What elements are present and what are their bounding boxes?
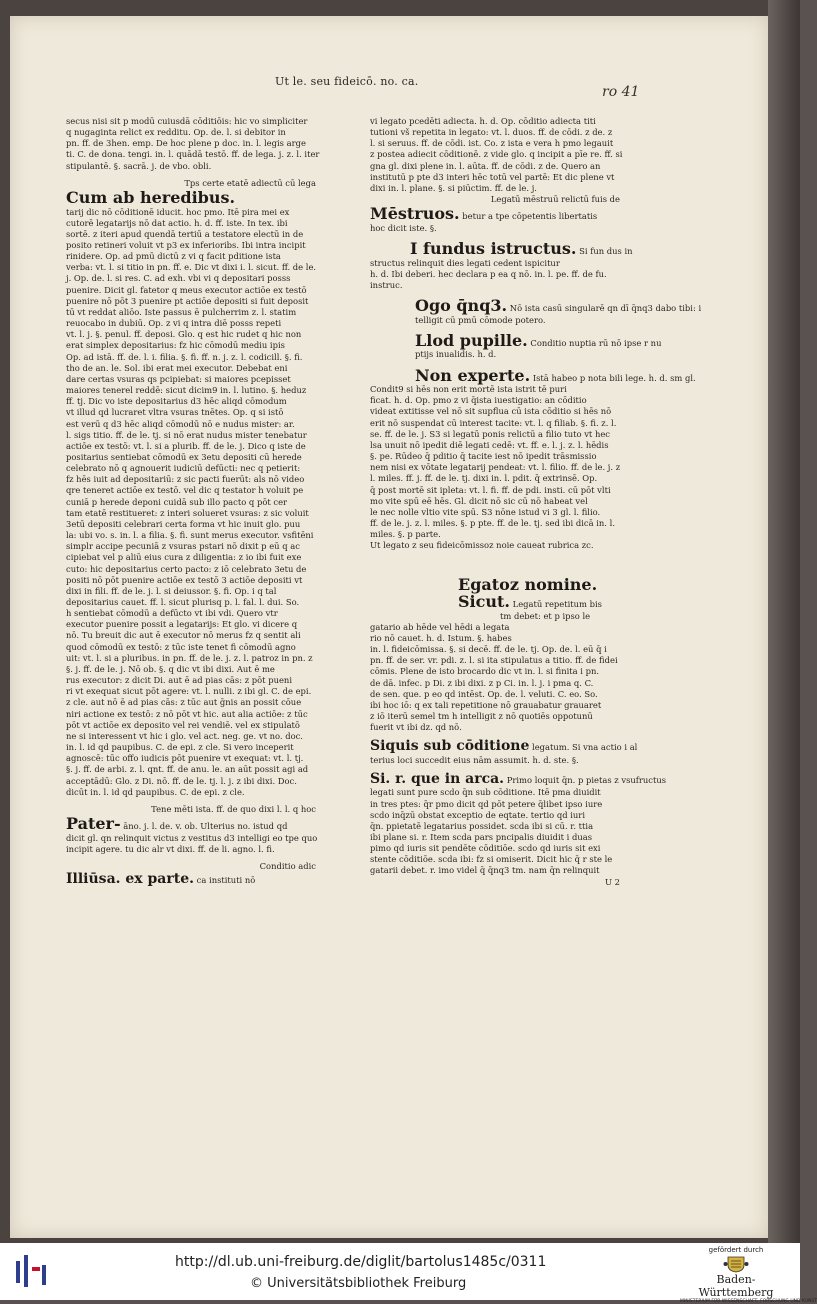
text-line: posito retineri voluit vt p3 ex inferioribs. Ibi intra incipit [66,240,306,250]
text-line: dicit gl. qn relinquit victus z vestitus d3 intelligi eo tpe quo [66,832,318,843]
rubric-3-pre: Conditio adic [259,860,316,871]
text-line: ne si interessent vt hic i glo. vel act. neg. ge. vt no. doc. [66,730,303,741]
folio-number: ro 41 [602,84,640,100]
text-line: tū vt reddat aliōo. Iste passus ē pulcherrim z. l. statim [66,306,297,317]
copyright-text: © Universitätsbibliothek Freiburg [250,1276,467,1291]
right-lines-i [370,787,620,876]
text-line: l. sigs titio. ff. de le. tj. si nō erat nudus mister tenebatur [66,429,307,440]
text-line: le nec nolle vltio vite spū. S3 nōne istud vi 3 gl. l. filio. [370,506,601,517]
text-line: j. Op. de. l. si res. C. ad exh. vbi vi q depositari posss [66,273,291,284]
text-line: stipulantē. §. sacrā. j. de vbo. obli. [66,160,212,171]
text-line: tho de an. le. Sol. ibi erat mei executor. Debebat eni [66,362,288,373]
text-line: pōt vt actiōe ex deposito vel rei vendiē. vel ex stipulatō [66,719,300,730]
text-line: pn. ff. de 3hen. emp. De hoc plene p doc. in. l. legis arge [66,138,306,149]
text-line: acceptādū: Glo. z Di. nō. ff. de le. tj. l. j. z ibi dixi. Doc. [66,775,297,786]
text-line: rio nō cauet. h. d. Istum. §. habes [370,633,512,643]
text-line: maiores tenerel reddē: sicut dicim9 in. l. lutino. §. heduz [66,385,307,396]
sponsor-block [680,1246,817,1304]
text-line: executor puenire possit a legatarijs: Et glo. vi dicere q [66,619,298,630]
text-line: positarius sentiebat cōmodū ex 3etu depositi cū herede [66,451,302,462]
rubric-menstruos: Mēstruos. [370,204,460,224]
rubric-4-side: betur a tpe cōpetentis libertatis [462,211,598,222]
catchword: U 2 [604,876,620,887]
rubric-8-side: Istā habeo p nota bili lege. h. d. sm gl. [532,372,696,383]
rubric-siquis-sub-conditione: Siquis sub cōditione [370,738,530,755]
text-line: vt. l. j. §. penul. ff. deposi. Glo. q est hic rudet q hic non [66,329,302,340]
text-line: ptijs inualidis. h. d. [415,349,497,360]
rubric-cum-ab-heredibus: Cum ab heredibus. [66,187,236,207]
text-line: cutorē legatarijs nō dat actio. h. d. ff. iste. In tex. ibi [66,217,288,228]
viewer-footer [0,1243,817,1304]
text-line: in tres ptes: q̄r pmo dicit qd pōt petere q̄libet ipso iure [370,798,603,809]
text-line: stente cōditiōe. scda ibi: fz si omiserit. Dicit hic q̄ r ste le [370,854,613,865]
text-line: q nugaginta relict ex redditu. Op. de. l. si debitor in [66,127,286,138]
text-line: 3etū depositi celebrari certa forma vt hic inuit glo. puu [66,518,301,529]
text-line: ficat. h. d. Op. pmo z vi q̄ista iuestigatio: an cōditio [370,395,587,406]
rubric-11-side: legatum. Si vna actio i al [532,742,638,753]
rubric-pater: Pater- [66,813,121,833]
text-line: institutū p pte d3 interi hēc totū vel partē: Et dic plene vt [370,171,615,182]
text-line: scdo inq̄zū obstat exceptio de eqtate. tertio qd iuri [370,809,585,820]
right-lines-c [370,258,620,291]
text-line: nō. Tu breuit dic aut ē executor nō merus fz q sentit ali [66,630,301,641]
text-line: Op. ad istā. ff. de. l. i. filia. §. fi. ff. n. j. z. l. codicill. §. fi. [66,351,303,362]
right-lines-e [370,349,620,360]
text-line: rus executor: z dicit Di. aut ē ad pias cās: z pōt pueni [66,675,292,686]
coat-of-arms-icon [723,1255,749,1273]
text-line: simplr accipe pecuniā z vsuras pstari nō dixit p eū q ac [66,541,300,552]
text-line: depositarius cauet. ff. l. sicut plurisq p. l. fal. l. dui. So. [66,597,300,607]
text-line: gna gl. dixi plene in. l. aūta. ff. de cōdi. z de. Quero an [370,160,601,171]
text-line: telligit cū pmū cōmode potero. [415,314,546,325]
text-line: cōmis. Plene de isto brocardo dic vt in. l. si finita i pn. [370,666,600,677]
rubric-ego-quandoque: Ogo q̄nq3. [415,296,508,316]
text-line: h. d. Ibi deberi. hec declara p ea q nō. in. l. pe. ff. de fu. [370,268,607,279]
text-line: z postea adiecit cōditionē. z vide glo. q incipit a pīe re. ff. si [370,149,623,160]
text-line: ibi plane si. r. Item scda pars pncipalis diuidit i duas [370,831,593,842]
text-line: ff. tj. Dic vo iste depositarius d3 hēc aliqd cōmodum [66,396,287,407]
text-line: pimo qd iuris sit pendēte cōditiōe. scdo qd iuris sit exi [370,843,601,854]
text-line: puenire. Dicit gl. fatetor q meus executor actiōe ex testō [66,284,307,295]
text-line: ti. C. de dona. tengi. in. l. quādā testō. ff. de lega. j. z. l. iter [66,149,320,160]
text-line: quod cōmodū ex testō: z tūc iste tenet fi cōmodū agno [66,641,296,652]
text-line: incipit agere. tu dic alr vt dixi. ff. de li. agno. l. fi. [66,843,275,854]
rubric-non-experte: Non experte. [415,365,531,385]
text-line: structus relinquit dies legati cedent ispicitur [370,257,560,268]
text-line: ibi hoc iō: q ex tali repetitione nō grauabatur grauaret [370,699,602,710]
left-column [66,116,320,888]
text-line: dicūt in. l. id qd paupibus. C. de epi. z cle. [66,786,245,797]
rubric-3-side: ca instituti nō [196,875,256,886]
text-line: gatarii debet. r. imo videl q̄ q̄nq3 tm. nam q̄n relinquit [370,865,600,876]
text-line: rinidere. Op. ad pmū dictū z vi q facit pditione ista [66,251,281,262]
section-end: Ut legato z seu fideicōmissoz noie caueat rubrica zc. [370,540,594,551]
text-line: tam etatē restitueret: z interi solueret vsuras: z sic voluit [66,507,309,518]
text-line: dixi in. l. plane. §. si piūctim. ff. de le. j. [370,182,537,193]
text-line: dare certas vsuras qs pcipiebat: si maiores pcepisset [66,373,291,384]
text-line: puenire nō pōt 3 puenire pt actiōe depositi si fuit deposit [66,295,309,306]
university-library-logo-icon [12,1251,52,1291]
text-line: hoc dicit iste. §. [370,222,437,233]
text-line: ri vt exequat sicut pōt agere: vt. l. nulli. z ibi gl. C. de epi. [66,686,312,697]
rubric-sicut: Sicut. [458,592,510,612]
text-line: se. ff. de le. j. S3 si legatū ponis relictū a filio tuto vt hec [370,428,610,439]
text-line: vi legato pcedēti adiecta. h. d. Op. cōditio adiecta titi [370,116,596,126]
right-lines-f [370,384,620,540]
text-line: vt illud qd lucraret vltra vsuras tnētes. Op. q si istō [66,407,284,418]
text-line: tutioni vš repetita in legato: vt. l. duos. ff. de cōdi. z de. z [370,127,613,138]
right-column [370,116,702,888]
text-line: mo vite spū eē hēs. Gl. dicit nō sic cū nō habeat vel [370,495,588,506]
text-line: qre teneret actiōe ex testō. vel dic q testator h voluit pe [66,485,304,496]
rubric-iliusa-ex-parte: Illiūsa. ex parte. [66,871,194,888]
text-line: tarij dic nō cōditionē iducit. hoc pmo. Itē pira mei ex [66,206,290,217]
rubric-quod-pupille: Llod pupille. [415,330,528,350]
text-line: de dā. infec. p Di. z ibi dixi. z p Ci. in. l. j. i pma q. C. [370,677,594,688]
text-line: z iō iterū semel tm h intelligit z nō quotiēs oppotunū [370,711,593,722]
text-line: miles. §. p parte. [370,529,441,540]
rubric-1-side: Tps certe etatē adiectū cū lega [184,177,316,188]
rubric-si-res-que-in-arca: Si. r. que in arca. [370,770,505,787]
running-head: Ut le. seu fideicō. no. ca. [275,75,419,88]
text-line: cuniā p herede deponi cuidā sub illo pacto q pōt cer [66,496,288,507]
text-line: fuerit vt ibi dz. qd nō. [370,722,462,733]
text-line: l. miles. ff. j. ff. de le. tj. dixi in. l. pdit. q̄ extrinsē. Op. [370,473,598,484]
text-line: lsa unuit nō ipedit diē legati cedē: vt. ff. e. l. j. z. l. hēdis [370,439,609,450]
text-line: uit: vt. l. si a pluribus. in pn. ff. de le. j. z. l. patroz in pn. z [66,652,313,663]
text-line: §. pe. Rūdeo q̄ pditio q̄ tacite iest nō ipedit trāsmissio [370,451,597,462]
text-line: gatario ab hēde vel hēdi a legata [370,621,510,632]
text-line: verba: vt. l. si titio in pn. ff. e. Dic vt dixi i. l. sicut. ff. de le. [66,262,317,273]
rubric-2-pre: Tene mēti ista. ff. de quo dixi l. l. q hoc [151,803,316,814]
rubric-4-pre: Legatū mēstruū relictū fuis de [490,194,620,205]
text-line: videat extitisse vel nō sit supflua cū ista cōditio si hēs nō [370,406,612,417]
text-line: agnoscē: tūc offo iudicis pōt puenire vt exequat: vt. l. tj. [66,753,304,764]
text-line: est verū q d3 hēc aliqd cōmodū nō e nudus mister: ar. [66,418,295,429]
text-line: cipiebat vel p aliū eius cura z diligentia: z io ibi fuit exe [66,552,302,563]
text-line: §. j. ff. de arbi. z. l. qnt. ff. de anu. le. an aūt possit agi ad [66,764,309,775]
rubric-7-side: Conditio nuptia rū nō ipse r nu [530,337,662,348]
right-lines-g [370,622,620,734]
left-lines-a [66,116,320,172]
left-lines-b [66,207,316,798]
text-line: de sen. que. p eo qd intēst. Op. de. l. veluti. C. eo. So. [370,688,598,699]
text-line: in. l. fideicōmissa. §. si decē. ff. de le. tj. Op. de. l. eū q̄ i [370,644,607,655]
rubric-2-side: āno. j. l. de. v. ob. Ulterius no. istud qd [123,820,288,831]
text-line: h sentiebat cōmodū a defūcto vt ibi vdi. Quero vtr [66,608,278,619]
text-line: niri actione ex testō: z nō pōt vt hic. aut alia actiōe: z tūc [66,708,308,719]
text-line: actiōe ex testō: vt. l. si a plurib. ff. de le. j. Dico q iste de [66,440,306,451]
rubric-5-side: Si fun dus in [579,246,633,256]
right-lines-h [370,755,620,766]
text-line: nem nisi ex vōtate legatarij pendeat: vt. l. filio. ff. de le. j. z [370,462,621,473]
text-line: ff. de le. j. z. l. miles. §. p pte. ff. de le. tj. sed ibi dicā in. l. [370,518,615,529]
rubric-fundus-instructus: I fundus istructus. [410,239,577,258]
text-line: §. j. ff. de le. j. Nō ob. §. q dic vt ibi dixi. Aut ē me [66,663,275,674]
text-line: sortē. z iteri apud quendā tertiū a testatore electū in de [66,228,304,239]
rubric-10-side-1: Legatū repetitum bis [512,599,602,610]
text-line: Condit9 si hēs non erit mortē ista istrit tē puri [370,384,567,395]
rubric-legatorum-nomine: Egatoz nomine. [458,574,598,594]
text-line: l. si seruus. ff. de cōdi. ist. Co. z ista e vera h pmo legauit [370,138,614,149]
right-lines-b [370,223,620,234]
text-line: secus nisi sit p modū cuiusdā cōditiōis: hic vo simpliciter [66,116,308,126]
text-line: z cle. aut nō ē ad pias cās: z tūc aut ḡnis an possit cōue [66,697,302,708]
text-line: q̄n. ppietatē legatarius possidet. scda ibi si cū. r. ttia [370,820,594,831]
text-line: celebrato nō q agnouerit iudiciū defūcti: nec q petierit: [66,463,301,474]
text-line: positi nō pōt puenire actiōe ex testō 3 actiōe depositi vt [66,574,303,585]
rubric-12-side: Primo loquit q̄n. p pietas z vsufructus [506,774,667,785]
text-line: reuocabo in dubiū. Op. z vi q intra diē posss repeti [66,318,282,329]
text-line: in. l. id qd paupibus. C. de epi. z cle. Si vero inceperit [66,742,294,753]
right-lines-a [370,116,623,194]
rubric-10-side-2: tm debet: et p ipso le [500,610,591,621]
sponsor-name: Baden-Württemberg [698,1273,774,1299]
text-line: pn. ff. de ser. vr. pdi. z. l. si ita stipulatus a titio. ff. de fidei [370,655,618,666]
left-lines-c [66,833,316,855]
sponsor-ministry: MINISTERIUM FÜR WISSENSCHAFT, FORSCHUNG UND KUNST [680,1299,817,1304]
text-line: erit nō suspendat cū interest tacite: vt. l. q filiab. §. fi. z. l. [370,417,617,428]
text-line: la: ubi vo. s. in. l. a filia. §. fi. sunt merus executor. vsfitēni [66,530,314,541]
sponsor-label: gefördert durch [708,1246,764,1254]
text-line: instruc. [370,279,403,290]
text-line: terius loci succedit eius nām assumit. h. d. ste. §. [370,754,579,765]
text-line: q̄ post mortē sit ipleta: vt. l. fi. ff. de pdi. insti. cū pōt vlti [370,484,611,495]
page-edge [768,0,800,1243]
text-line: legati sunt pure scdo q̄n sub cōditione. Itē pma diuidit [370,787,601,798]
text-line: erat simplex depositarius: fz hic cōmodū mediu ipis [66,340,285,351]
text-line: cuto: hic depositarius certo pacto: z iō celebrato 3etu de [66,563,307,574]
right-lines-d [370,315,620,326]
text-line: dixi in fili. ff. de le. j. l. si deiussor. §. fi. Op. i q tal [66,585,277,596]
permalink-url[interactable]: http://dl.ub.uni-freiburg.de/diglit/bartolus1485c/0311 [175,1254,547,1270]
rubric-6-side: Nō ista casū singularē qn dī q̄nq3 dabo tibi: i [509,303,702,314]
text-line: fz hēs iuit ad depositariū: z sic pacti fuerūt: als nō video [66,474,305,485]
